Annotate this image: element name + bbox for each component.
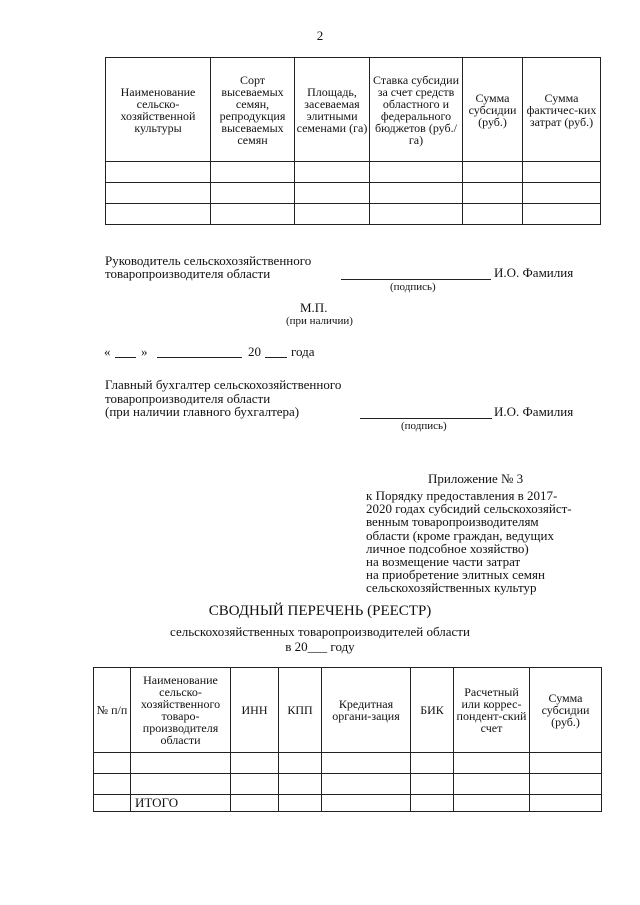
accountant-name: И.О. Фамилия bbox=[494, 404, 574, 419]
date-day-line bbox=[115, 357, 136, 358]
header-credit-org: Кредитная органи-зация bbox=[322, 668, 411, 753]
header-number: № п/п bbox=[94, 668, 131, 753]
header-inn: ИНН bbox=[231, 668, 279, 753]
header-seed-variety: Сорт высеваемых семян, репродукция высеваемых семян bbox=[211, 58, 295, 162]
table-header-row bbox=[94, 668, 602, 753]
appendix-line: венным товаропроизводителям bbox=[366, 514, 539, 530]
table-row bbox=[106, 183, 601, 204]
appendix-text bbox=[366, 489, 572, 595]
signature-line bbox=[341, 279, 491, 280]
header-bik: БИК bbox=[411, 668, 454, 753]
registry-year: в 20___ году bbox=[285, 639, 355, 654]
date-close-quote: » bbox=[141, 344, 148, 359]
accountant-title-line2: товаропроизводителя области bbox=[105, 391, 271, 406]
appendix-title: Приложение № 3 bbox=[428, 471, 524, 486]
table-row bbox=[106, 162, 601, 183]
table-header-row bbox=[106, 58, 601, 162]
header-actual-costs: Сумма фактичес-ких затрат (руб.) bbox=[523, 58, 601, 162]
header-producer-name: Наименование сельско-хозяйственного товаро-производителя области bbox=[131, 668, 231, 753]
stamp-note: (при наличии) bbox=[286, 315, 353, 327]
header-area: Площадь, засеваемая элитными семенами (га) bbox=[295, 58, 370, 162]
registry-subtitle: сельскохозяйственных товаропроизводителей области bbox=[170, 624, 470, 639]
date-year-prefix: 20 bbox=[248, 344, 261, 359]
appendix-line: к Порядку предоставления в 2017- bbox=[366, 488, 558, 503]
appendix-line: 2020 годах субсидий сельскохозяйст- bbox=[366, 501, 572, 517]
accountant-signature-line bbox=[360, 418, 492, 419]
total-row bbox=[94, 795, 602, 812]
crop-subsidy-table bbox=[105, 57, 601, 225]
table-row bbox=[94, 774, 602, 795]
signature-caption: (подпись) bbox=[390, 281, 436, 293]
header-subsidy-amount: Сумма субсидии (руб.) bbox=[463, 58, 523, 162]
table-row bbox=[94, 753, 602, 774]
header-crop-name: Наименование сельско-хозяйственной культуры bbox=[106, 58, 211, 162]
stamp-label: М.П. bbox=[300, 300, 328, 315]
date-year-suffix: года bbox=[291, 344, 315, 359]
head-title-line2: товаропроизводителя области bbox=[105, 266, 271, 281]
header-subsidy-sum: Сумма субсидии (руб.) bbox=[530, 668, 602, 753]
appendix-line: на приобретение элитных семян bbox=[366, 567, 545, 583]
appendix-line: области (кроме граждан, ведущих bbox=[366, 527, 555, 543]
date-year-line bbox=[265, 357, 287, 358]
accountant-title-line1: Главный бухгалтер сельскохозяйственного bbox=[105, 377, 342, 392]
date-month-line bbox=[157, 357, 242, 358]
date-open-quote: « bbox=[104, 344, 111, 359]
header-account: Расчетный или коррес-пондент-ский счет bbox=[454, 668, 530, 753]
head-title-line1: Руководитель сельскохозяйственного bbox=[105, 253, 312, 268]
registry-title: СВОДНЫЙ ПЕРЕЧЕНЬ (РЕЕСТР) bbox=[208, 603, 432, 619]
total-label: ИТОГО bbox=[131, 795, 231, 812]
registry-table bbox=[93, 667, 602, 812]
page-number: 2 bbox=[316, 28, 324, 43]
accountant-title-line3: (при наличии главного бухгалтера) bbox=[105, 404, 300, 419]
accountant-signature-caption: (подпись) bbox=[401, 420, 447, 432]
appendix-line: личное подсобное хозяйство) bbox=[366, 540, 529, 556]
appendix-line: на возмещение части затрат bbox=[366, 554, 521, 570]
table-row bbox=[106, 204, 601, 225]
head-name: И.О. Фамилия bbox=[494, 265, 574, 280]
header-kpp: КПП bbox=[279, 668, 322, 753]
appendix-line: сельскохозяйственных культур bbox=[366, 580, 537, 596]
header-subsidy-rate: Ставка субсидии за счет средств областного и федерального бюджетов (руб./га) bbox=[370, 58, 463, 162]
